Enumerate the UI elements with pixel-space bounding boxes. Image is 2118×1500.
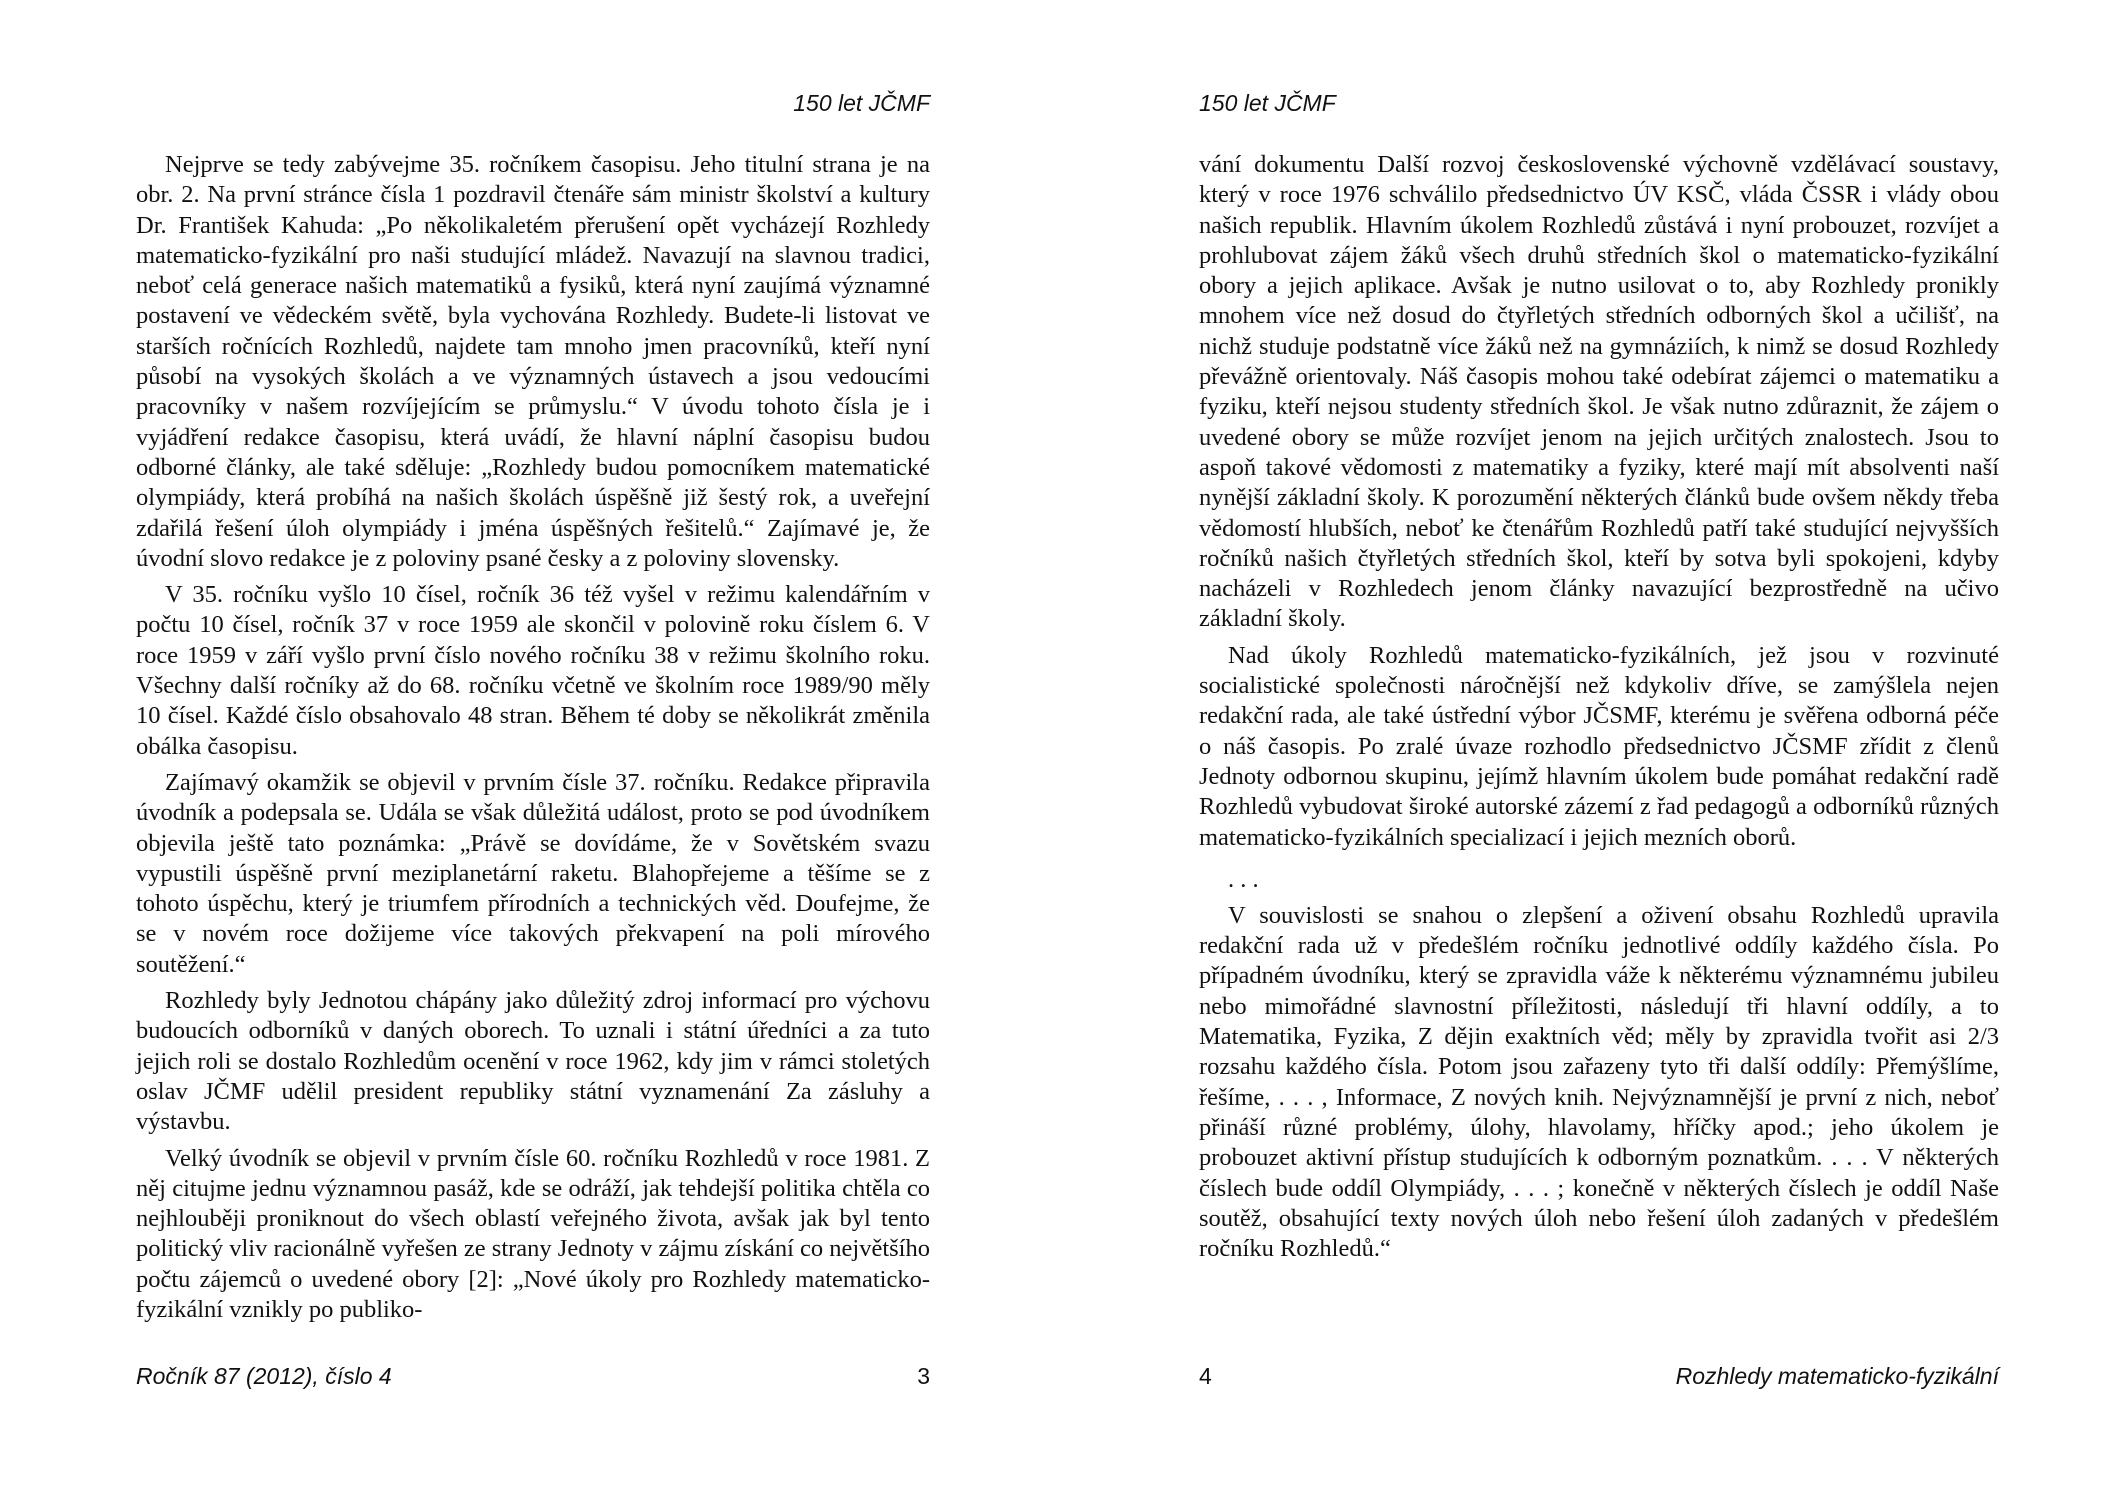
body-text: [1199, 150, 1999, 1270]
body-text: [136, 150, 930, 1331]
paragraph: vání dokumentu Další rozvoj československé výchovně vzdělávací soustavy, který v roce 1976 schválilo předsednictvo ÚV KSČ, vláda ČSSR i vlády obou našich republik. Hlavním úkolem Rozhledů zůstává i nyní probouzet, rozvíjet a prohlubovat zájem žáků všech druhů středních škol o matematicko-fyzikální obory a jejich aplikace. Avšak je nutno usilovat o to, aby Rozhledy pronikly mnohem více než dosud do čtyřletých středních odborných škol a učilišť, na nichž studuje podstatně více žáků než na gymnáziích, k nimž se dosud Rozhledy převážně orientovaly. Náš časopis mohou také odebírat zájemci o matematiku a fyziku, kteří nejsou studenty středních škol. Je však nutno zdůraznit, že zájem o uvedené obory se může rozvíjet jenom na jejich určitých znalostech. Jsou to aspoň takové vědomosti z matematiky a fyziky, které mají mít absolventi naší nynější základní školy. K porozumění některých článků bude ovšem někdy třeba vědomostí hlubších, neboť ke čtenářům Rozhledů patří také studující nejvyšších ročníků našich čtyřletých středních škol, kteří by sotva byli spokojeni, kdyby nacházeli v Rozhledech jenom články navazující bezprostředně na učivo základní školy.: [1199, 151, 1999, 633]
running-header: 150 let JČMF: [1199, 90, 1336, 116]
right-page: [1199, 0, 1999, 1500]
paragraph: Rozhledy byly Jednotou chápány jako důležitý zdroj informací pro výchovu budoucích odborníků v daných oborech. To uznali i státní úředníci a za tuto jejich roli se dostalo Rozhledům ocenění v roce 1962, kdy jim v rámci stoletých oslav JČMF udělil president republiky státní vyznamenání Za zásluhy a výstavbu.: [136, 987, 930, 1136]
paragraph: V 35. ročníku vyšlo 10 čísel, ročník 36 též vyšel v režimu kalendářním v počtu 10 čísel, ročník 37 v roce 1959 ale skončil v polovině roku číslem 6. V roce 1959 v září vyšlo první číslo nového ročníku 38 v režimu školního roku. Všechny další ročníky až do 68. ročníku včetně ve školním roce 1989/90 měly 10 čísel. Každé číslo obsahovalo 48 stran. Během té doby se několikrát změnila obálka časopisu.: [136, 581, 930, 760]
ellipsis-separator: . . .: [1228, 865, 1259, 893]
paragraph: Nejprve se tedy zabývejme 35. ročníkem časopisu. Jeho titulní strana je na obr. 2. Na první stránce čísla 1 pozdravil čtenáře sám ministr školství a kultury Dr. František Kahuda: „Po několikaletém přerušení opět vycházejí Rozhledy matematicko-fyzikální pro naši studující mládež. Navazují na slavnou tradici, neboť celá generace našich matematiků a fysiků, která nyní zaujímá významné postavení ve vědeckém světě, byla vychována Rozhledy. Budete-li listovat ve starších ročnících Rozhledů, najdete tam mnoho jmen pracovníků, kteří nyní působí na vysokých školách a ve významných ústavech a jsou vedoucími pracovníky v našem rozvíjejícím se průmyslu.“ V úvodu tohoto čísla je i vyjádření redakce časopisu, která uvádí, že hlavní náplní časopisu budou odborné články, ale také sděluje: „Rozhledy budou pomocníkem matematické olympiády, která probíhá na našich školách úspěšně již šestý rok, a uveřejní zdařilá řešení úloh olympiády i jména úspěšných řešitelů.“ Zajímavé je, že úvodní slovo redakce je z poloviny psané česky a z poloviny slovensky.: [136, 151, 930, 572]
page-number: 3: [917, 1363, 930, 1389]
journal-issue-footer: Ročník 87 (2012), číslo 4: [136, 1363, 392, 1389]
left-page: [136, 0, 930, 1500]
paragraph: V souvislosti se snahou o zlepšení a oživení obsahu Rozhledů upravila redakční rada už v předešlém ročníku jednotlivé oddíly každého čísla. Po případném úvodníku, který se zpravidla váže k některému významnému jubileu nebo mimořádné slavnostní příležitosti, následují tři hlavní oddíly, a to Matematika, Fyzika, Z dějin exaktních věd; měly by zpravidla tvořit asi 2/3 rozsahu každého čísla. Potom jsou zařazeny tyto tři další oddíly: Přemýšlíme, řešíme, . . . , Informace, Z nových knih. Nejvýznamnější je první z nich, neboť přináší různé problémy, úlohy, hlavolamy, hříčky apod.; jeho úkolem je probouzet aktivní přístup studujících k odborným poznatkům. . . . V některých číslech bude oddíl Olympiády, . . . ; konečně v některých číslech je oddíl Naše soutěž, obsahující texty nových úloh nebo řešení úloh zadaných v předešlém ročníku Rozhledů.“: [1199, 901, 1999, 1263]
page-number: 4: [1199, 1363, 1212, 1389]
paragraph: Nad úkoly Rozhledů matematicko-fyzikálních, jež jsou v rozvinuté socialistické společnosti náročnější než kdykoliv dříve, se zamýšlela nejen redakční rada, ale také ústřední výbor JČSMF, kterému je svěřena odborná péče o náš časopis. Po zralé úvaze rozhodlo předsednictvo JČSMF zřídit z členů Jednoty odbornou skupinu, jejímž hlavním úkolem bude pomáhat redakční radě Rozhledů vybudovat široké autorské zázemí z řad pedagogů a odborníků různých matematicko-fyzikálních specializací i jejich mezních oborů.: [1199, 641, 1999, 851]
paragraph: Zajímavý okamžik se objevil v prvním čísle 37. ročníku. Redakce připravila úvodník a podepsala se. Udála se však důležitá událost, proto se pod úvodníkem objevila ještě tato poznámka: „Právě se dovídáme, že v Sovětském svazu vypustili úspěšně první meziplanetární raketu. Blahopřejeme a těšíme se z tohoto úspěchu, který je triumfem přírodních a technických věd. Doufejme, že se v novém roce dožijeme více takových překvapení na poli mírového soutěžení.“: [136, 768, 930, 978]
journal-title-footer: Rozhledy matematicko-fyzikální: [1675, 1363, 1999, 1389]
running-header: 150 let JČMF: [793, 90, 930, 116]
paragraph: Velký úvodník se objevil v prvním čísle 60. ročníku Rozhledů v roce 1981. Z něj citujme jednu významnou pasáž, kde se odráží, jak tehdejší politika chtěla co nejhlouběji proniknout do všech oblastí veřejného života, avšak jak byl tento politický vliv racionálně vyřešen ze strany Jednoty v zájmu získání co největšího počtu zájemců o uvedené obory [2]: „Nové úkoly pro Rozhledy matematicko-fyzikální vznikly po publiko-: [136, 1144, 930, 1323]
